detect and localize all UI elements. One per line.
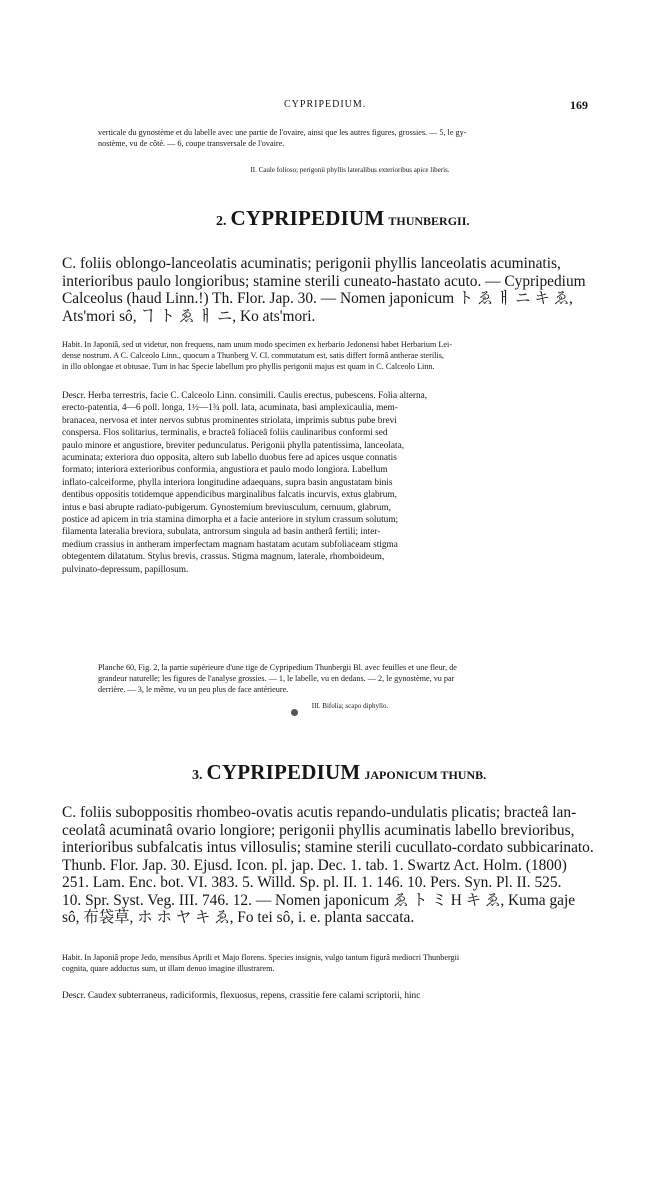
description-line: branacea, nervosa et inter nervos subtus prominentes striolata, imprimis subtus pube brevi — [62, 415, 397, 426]
description-line: pulvinato-depressum, papillosum. — [62, 564, 189, 575]
species-epithet: THUNBERGII. — [388, 214, 470, 228]
species-heading — [192, 760, 486, 785]
page-number: 169 — [570, 98, 588, 112]
description-line: Descr. Caudex subterraneus, radiciformis, flexuosus, repens, crassitie fere calami scriptorii, hinc — [62, 991, 421, 1001]
habitat-note — [62, 952, 602, 974]
diagnosis-line: 251. Lam. Enc. bot. VI. 383. 5. Willd. Sp. pl. II. 1. 146. 10. Pers. Syn. Pl. II. 525. — [62, 874, 562, 891]
species-number: 2. — [216, 214, 227, 229]
diagnosis-line: C. foliis suboppositis rhombeo-ovatis acutis repando-undulatis plicatis; bracteâ lan- — [62, 804, 577, 821]
running-head: CYPRIPEDIUM. — [284, 99, 367, 110]
genus-name: CYPRIPEDIUM — [230, 206, 385, 230]
species-diagnosis — [62, 804, 602, 927]
description-line: Descr. Herba terrestris, facie C. Calceolo Linn. consimili. Caulis erectus, pubescens. Folia alterna, — [62, 391, 428, 401]
description-line: dentibus oppositis totidemque appendicibus marginalibus falcatis incurvis, extus glabrum, — [62, 490, 397, 501]
habitat-line: dense nostrum. A C. Calceolo Linn., quocum a Thunberg V. Cl. commutatum est, satis differt formâ antherae sterilis, — [62, 351, 444, 360]
description-line: intus e basi abrupte radiato-pubigerum. Gynostemium breviusculum, cernuum, glabrum, — [62, 502, 391, 513]
habitat-line: in illo oblongae et obtusae. Tum in hac Specie labellum pro phyllis perigonii majus est quam in C. Calceolo Linn. — [62, 362, 435, 371]
description-line: formato; interiora exterioribus conformia, angustiora et paulo modo longiora. Labellum — [62, 465, 388, 476]
subsection-heading: II. Caule folioso; perigonii phyllis lateralibus exterioribus apice liberis. — [250, 166, 450, 174]
habitat-line: Habit. In Japoniâ, sed ut videtur, non frequens, nam unum modo specimen ex herbario Jedonensi habet Herbarium Lei- — [62, 340, 453, 349]
diagnosis-line: Thunb. Flor. Jap. 30. Ejusd. Icon. pl. jap. Dec. 1. tab. 1. Swartz Act. Holm. (1800) — [62, 856, 567, 874]
diagnosis-line: C. foliis oblongo-lanceolatis acuminatis; perigonii phyllis lanceolatis acuminatis, — [62, 255, 561, 272]
diagnosis-line: 10. Spr. Syst. Veg. III. 746. 12. — Nomen japonicum ゑ ト ミ H キ ゑ, Kuma gaje — [62, 891, 576, 909]
description-line: obtegentem dilatatum. Stylus brevis, crassus. Stigma magnum, laterale, rhomboideum, — [62, 552, 385, 563]
genus-name: CYPRIPEDIUM — [206, 760, 361, 784]
description-line: postice ad apicem in tria stamina dimorpha et a facie anteriore in stylum crassum solutum; — [62, 515, 399, 526]
description-line: inflato-calceiforme, phylla interiora longitudine adaequans, supra basin angustatam binis — [62, 477, 393, 488]
description-line: acuminata; exteriora duo opposita, altero sub labello duobus fere ad apices usque connatis — [62, 453, 397, 464]
caption-line: verticale du gynostème et du labelle avec une partie de l'ovaire, ainsi que les autres figures, grossies. — 5, le gy- — [98, 128, 467, 137]
diagnosis-line: sô, 布袋草, ホ ホ ヤ キ ゑ, Fo tei sô, i. e. planta saccata. — [62, 909, 415, 926]
figure-caption-continued — [98, 127, 602, 149]
species-heading — [216, 206, 469, 231]
diagnosis-line: ceolatâ acuminatâ ovario longiore; perigonii phyllis acuminatis labello brevioribus, — [62, 821, 575, 839]
diagnosis-line: Calceolus (haud Linn.!) Th. Flor. Jap. 30. — Nomen japonicum ト ゑ ㅐ ニ キ ゑ, — [62, 290, 573, 307]
caption-line: nostème, vu de côté. — 6, coupe transversale de l'ovaire. — [98, 139, 285, 148]
diagnosis-line: interioribus subfalcatis intus villosulis; stamine sterili cucullato-cordato subbicarinato. — [62, 839, 594, 856]
habitat-note — [62, 339, 602, 372]
diagnosis-line: Ats'mori sô, ヿ ト ゑ ㅐ ニ, Ko ats'mori. — [62, 307, 316, 325]
diagnosis-line: interioribus paulo longioribus; stamine sterili cuneato-hastato acuto. — Cypripedium — [62, 272, 586, 290]
habitat-line: cognita, quare adductus sum, ut illam denuo imagine illustrarem. — [62, 964, 275, 973]
description-line: medium crassius in antheram imperfectam magnam hastatam acutam subfoliaceam stigma — [62, 539, 398, 550]
plate-caption — [98, 662, 602, 695]
plate-caption-line: grandeur naturelle; les figures de l'analyse grossies. — 1, le labelle, vu en dedans. — 2, le gynostème, vu par — [98, 674, 455, 683]
description-line: filamenta lateralia breviora, subulata, antrorsum singula ad basin antherâ fertili; inter- — [62, 527, 381, 538]
plate-caption-line: derrière. — 3, le même, vu un peu plus de face antérieure. — [98, 685, 289, 694]
species-description — [62, 390, 602, 576]
habitat-line: Habit. In Japoniâ prope Jedo, mensibus Aprili et Majo florens. Species insignis, vulgo tantum figurâ mediocri Thunbergii — [62, 953, 460, 962]
subsection-heading: III. Bifolia; scapo diphyllo. — [311, 702, 389, 710]
species-number: 3. — [192, 768, 203, 783]
species-description — [62, 990, 602, 1002]
description-line: erecto-patentia, 4—6 poll. longa, 1½—1¾ poll. lata, acuminata, basi amplexicaulia, mem- — [62, 403, 398, 414]
description-line: conspersa. Flos solitarius, terminalis, e bracteâ foliaceâ foliis caulinaribus conformi sed — [62, 428, 388, 439]
species-epithet: JAPONICUM THUNB. — [364, 768, 487, 782]
species-diagnosis — [62, 255, 602, 325]
description-line: paulo minore et angustiore, breviter pedunculatus. Perigonii phylla patentissima, lanceolata, — [62, 440, 405, 451]
plate-caption-line: Planche 60, Fig. 2, la partie supérieure d'une tige de Cypripedium Thunbergii Bl. avec feuilles et une fleur, de — [98, 663, 457, 672]
